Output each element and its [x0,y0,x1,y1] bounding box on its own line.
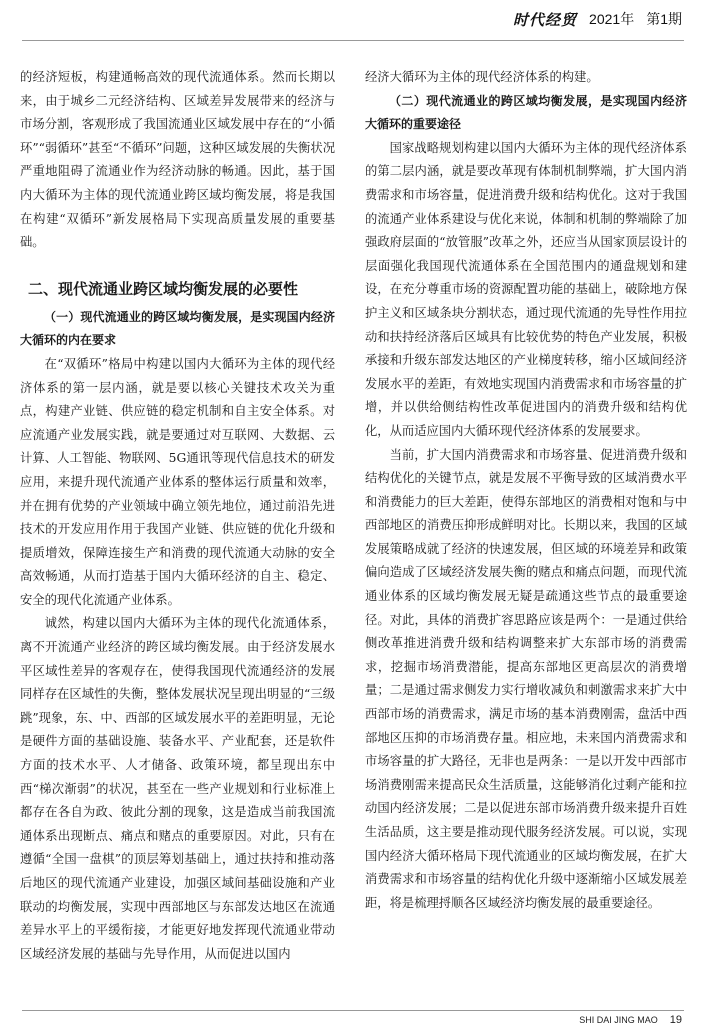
subsection-heading: （一）现代流通业的跨区域均衡发展，是实现国内经济大循环的内在要求 [20,309,335,348]
header-divider [22,40,684,41]
issue-number: 第1期 [646,11,682,27]
right-column [365,66,687,915]
magazine-logo: 时代经贸 [513,10,578,29]
subsection-heading: （二）现代流通业的跨区域均衡发展，是实现国内经济大循环的重要途径 [365,93,687,132]
paragraph: 诚然，构建以国内大循环为主体的现代化流通体系，离不开流通产业经济的跨区域均衡发展。由于经济发展水平区域性差异的客观存在，使得我国现代流通经济的发展同样存在区域性的失衡，整体发展状况呈现出明显的“三级跳”现象，东、中、西部的区域发展水平的差距明显，无论是硬件方面的基础设施、装备水平、产业配套，还是软件方面的技术水平、人才储备、政策环境，都呈现出东中西“梯次渐弱”的状况，甚至在一些产业规划和行业标准上都存在各自为政、彼此分割的现象，这是造成当前我国流通体系出现断点、痛点和赌点的重要原因。对此，只有在遵循“全国一盘棋”的顶层筹划基础上，通过扶持和推动落后地区的现代流通产业建设，加强区域间基础设施和产业联动的均衡发展，实现中西部地区与东部发达地区在流通差异水平上的平缓衔接，才能更好地发挥现代流通业带动区域经济发展的基础与先导作用，从而促进以国内 [20,616,335,961]
magazine-pinyin: SHI DAI JING MAO [579,1015,658,1025]
page-number: 19 [669,1014,682,1026]
issue-year: 2021年 [589,11,635,27]
paragraph: 当前，扩大国内消费需求和市场容量、促进消费升级和结构优化的关键节点，就是发展不平衡导致的区域消费水平和消费能力的巨大差距，使得东部地区的消费相对饱和与中西部地区的消费压抑形成鲜明对比。长期以来，我国的区域发展策略成就了经济的快速发展，但区域的环境差异和政策偏向造成了区域经济发展失衡的赌点和痛点问题，而现代流通业体系的区域均衡发展无疑是疏通这些节点的最重要途径。对此，具体的消费扩容思路应该是两个：一是通过供给侧改革推进消费升级和结构调整来扩大东部市场的消费需求，挖掘市场消费潜能，提高东部地区更高层次的消费增量；二是通过需求侧发力实行增收减负和刺激需求来扩大中西部市场的消费需求，满足市场的基本消费刚需，盘活中西部地区压抑的市场消费存量。相应地，未来国内消费需求和市场容量的扩大路径，无非也是两条：一是以开发中西部市场消费刚需来提高民众生活质量，这能够消化过剩产能和拉动国内经济发展；二是以促进东部市场消费升级来提升百姓生活品质，这主要是推动现代服务经济发展。可以说，实现国内经济大循环格局下现代流通业的区域均衡发展，在扩大消费需求和市场容量的结构优化升级中逐渐缩小区域发展差距，将是梳理捋顺各区域经济均衡发展的最重要途径。 [365,447,687,910]
paragraph: 国家战略规划构建以国内大循环为主体的现代经济体系的第二层内涵，就是要改革现有体制机制弊端，扩大国内消费需求和市场容量，促进消费升级和结构优化。这对于我国的流通产业体系建设与优化来说，体制和机制的弊端除了加强政府层面的“放管服”改革之外，还应当从国家顶层设计的层面强化我国现代流通体系在全国范围内的通盘规划和建设，在充分尊重市场的资源配置功能的基础上，破除地方保护主义和区域条块分割状态，通过现代流通的先导性作用拉动和扶持经济落后区域具有比较优势的特色产业发展，积极承接和升级东部发达地区的产业梯度转移，缩小区域间经济发展水平的差距，有效地实现国内消费需求和市场容量的扩增，并以供给侧结构性改革促进国内的消费升级和结构优化，从而适应国内大循环现代经济体系的发展要求。 [365,140,687,438]
paragraph: 经济大循环为主体的现代经济体系的构建。 [365,70,599,84]
footer-divider [22,1010,684,1011]
page-footer [579,1012,682,1028]
page-header [0,0,706,38]
left-column [20,66,335,966]
paragraph: 的经济短板，构建通畅高效的现代流通体系。然而长期以来，由于城乡二元经济结构、区域差异发展带来的经济与市场分割，客观形成了我国流通业区域发展中存在的“小循环”“弱循环”甚至“不循环”问题，这种区域发展的失衡状况严重地阻碍了流通业作为经济动脉的畅通。因此，基于国内大循环为主体的现代流通业跨区域均衡发展，将是我国在构建“双循环”新发展格局下实现高质量发展的重要基础。 [20,70,335,250]
paragraph: 在“双循环”格局中构建以国内大循环为主体的现代经济体系的第一层内涵，就是要以核心关键技术攻关为重点，构建产业链、供应链的稳定机制和自主安全体系。对应流通产业发展实践，就是要通过对互联网、大数据、云计算、人工智能、物联网、5G通讯等现代信息技术的研发应用，来提升现代流通产业体系的整体运行质量和效率，并在拥有优势的产业领域中确立领先地位，通过前沿先进技术的开发应用作用于我国产业链、供应链的优化升级和提质增效，保障连接生产和消费的现代流通大动脉的安全高效畅通，从而打造基于国内大循环经济的自主、稳定、安全的现代化流通产业体系。 [20,356,335,607]
section-heading: 二、现代流通业跨区域均衡发展的必要性 [28,279,299,298]
